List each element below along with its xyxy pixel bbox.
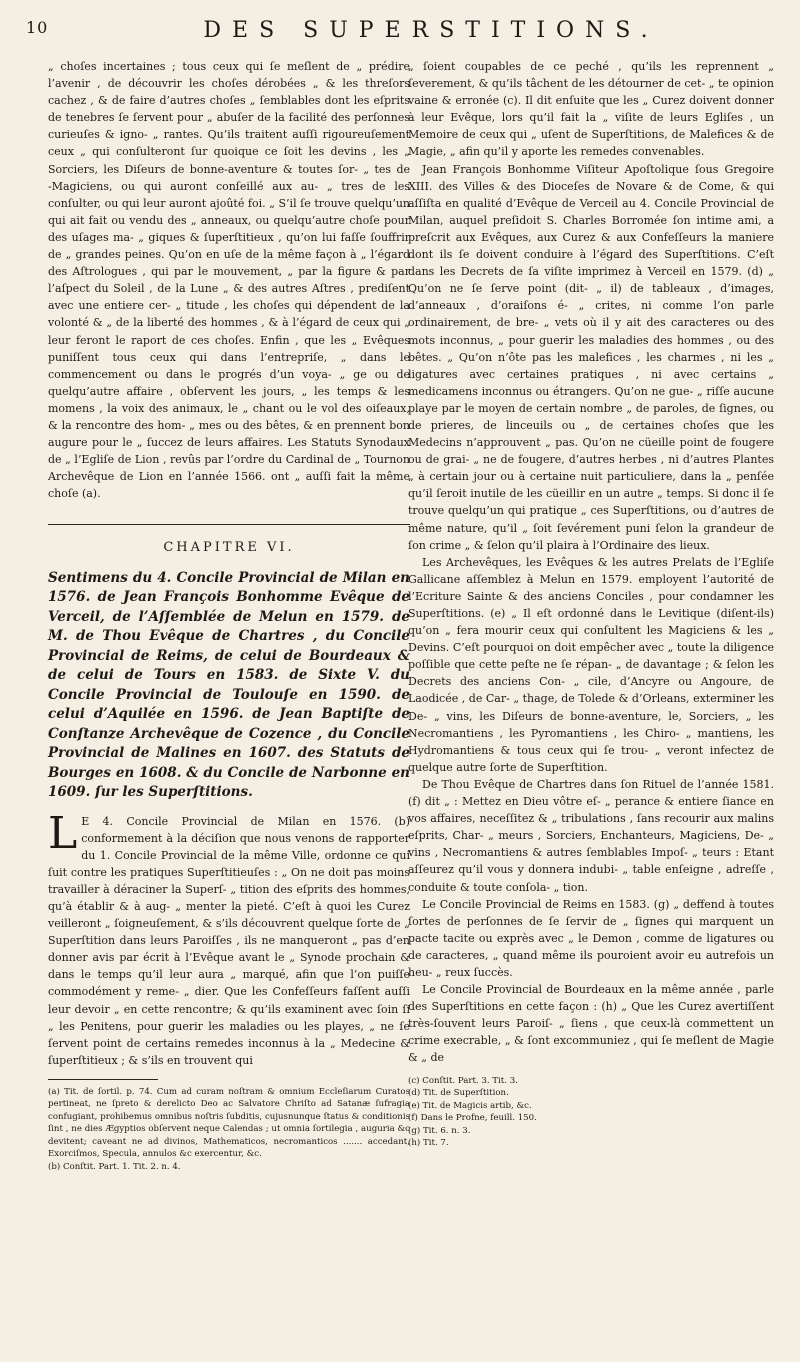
footnote-c: (c) Conſtit. Part. 3. Tit. 3. (408, 1075, 518, 1086)
chapter-body-text: E 4. Concile Provincial de Milan en 1576. (b) conformement à la déciſion que nous venons de rapporter du 1. Concile Provincial de la même Ville, ordonne ce qui ſuit contre les pratiques Superſtitieuſes : „ On ne doit pas moins travailler à déraciner la Superſ- „ tition des eſprits des hommes, qu’à établir & à aug- „ menter la pieté. C’eſt à quoi les Curez veilleront „ ſoigneuſement, & s’ils découvrent quelque ſorte de „ Superſtition dans leurs Paroiſſes , ils ne manqueront „ pas d’en donner avis par écrit à l’Evêque avant le „ Synode prochain & dans le temps qu’il leur aura „ marqué, afin que l’on puiſſe commodément y reme- „ dier. Que les Confeſſeurs faſſent auſſi leur devoir „ en cette rencontre; & qu’ils examinent avec ſoin ſi „ les Penitens, pour guerir les maladies ou les playes, „ ne ſe ſervent point de certains remedes inconnus à la „ Medecine & ſuperſtitieux ; & s’ils en trouvent qui (48, 814, 410, 1067)
drop-cap: L (48, 807, 78, 859)
footnote-g: (g) Tit. 6. n. 3. (408, 1125, 471, 1136)
footnote-h: (h) Tit. 7. (408, 1138, 449, 1149)
paragraph-1: „ ſoient coupables de ce peché , qu’ils les reprennent „ ſeverement, & qu’ils tâchent de les détourner de cet- „ te opinion vaine & erronée (c). Il dit enſuite que les „ Curez doivent donner à leur Evêque, lors qu’il fait la „ viſite de leurs Egliſes , un Memoire de ceux qui „ uſent de Superſtitions, de Malefices & de Magie, „ afin qu’il y aporte les remedes convenables. (408, 60, 774, 159)
chapter-heading: CHAPITRE VI. (48, 524, 410, 556)
paragraph-5: Le Concile Provincial de Reims en 1583. (g) „ deffend à toutes ſortes de perſonnes de ſe ſervir de „ ſignes qui marquent un pacte tacite ou exprès avec „ le Demon , comme de ligatures ou de caracteres, „ quand même ils pouroient avoir eu autrefois un heu- „ reux ſuccès. (408, 897, 774, 979)
footnote-b: (b) Conſtit. Part. 1. Tit. 2. n. 4. (48, 1161, 181, 1172)
right-column (408, 58, 774, 1150)
paragraph-2: Jean François Bonhomme Viſiteur Apoſtolique ſous Gregoire XIII. des Villes & des Dioceſes de Novare & de Come, & qui aſſiſta en qualité d’Evêque de Verceil au 4. Concile Provincial de Milan, auquel preſidoit S. Charles Borromée ſon intime ami, a preſcrit aux Evêques, aux Curez & aux Confeſſeurs la maniere dont ils ſe doivent conduire à l’égard des Superſtitions. C’eſt dans les Decrets de ſa viſite imprimez à Verceil en 1579. (d) „ Qu’on ne ſe ſerve point (dit- „ il) de tableaux , d’images, d’anneaux , d’oraiſons é- „ crites, ni comme l’on parle ordinairement, de bre- „ vets où il y ait des caracteres ou des mots inconnus, „ pour guerir les maladies des hommes , ou des bêtes. „ Qu’on n’ôte pas les malefices , les charmes , ni les „ ligatures avec certaines pratiques , ni avec certains „ medicamens inconnus ou étrangers. Qu’on ne gue- „ riſſe aucune playe par le moyen de certain nombre „ de paroles, de ſignes, ou de prieres, de linceuils ou „ de certaines choſes que les Medecins n’approuvent „ pas. Qu’on ne cüeille point de fougere ou de grai- „ ne de fougere, d’autres herbes , ni d’autres Plantes „ à certain jour ou à certaine nuit particuliere, dans la „ penſée qu’il ſeroit inutile de les cüeillir en un autre „ temps. Si donc il ſe trouve quelqu’un qui pratique „ ces Superſtitions, ou d’autres de même nature, qu’il „ ſoit ſevérement puni ſelon la grandeur de ſon crime „ & ſelon qu’il plaira à l’Ordinaire des lieux. (408, 162, 774, 552)
paragraph-4: De Thou Evêque de Chartres dans ſon Rituel de l’année 1581. (f) dit „ : Mettez en Dieu vôtre eſ- „ perance & entiere ſiance en vos affaires, neceſſitez & „ tribulations , ſans recourir aux malins eſprits, Char- „ meurs , Sorciers, Enchanteurs, Magiciens, De- „ vins , Necromantiens & autres ſemblables Impoſ- „ teurs : Etant aſſeurez qu’il vous y donnera indubi- „ table enſeigne , adreſſe , conduite & toute conſola- „ tion. (408, 777, 774, 894)
chapter-title: Sentimens du 4. Concile Provincial de Milan en 1576. de Jean François Bonhomme Evêque de Verceil, de l’Aſſemblée de Melun en 1579. de M. de Thou Evêque de Chartres , du Concile Provincial de Reims, de celui de Bourdeaux & de celui de Tours en 1583. de Sixte V. du Concile Provincial de Toulouſe en 1590. de celui d’Aquilée en 1596. de Jean Baptiſte de Conſtanze Archevêque de Cozence , du Concile Provincial de Malines en 1607. des Statuts de Bourges en 1608. & du Concile de Narbonne en 1609. ſur les Superſtitions. (48, 569, 410, 801)
chapter-body (48, 807, 410, 1069)
paragraph-6: Le Concile Provincial de Bourdeaux en la même année , parle des Superſtitions en cette façon : (h) „ Que les Curez avertiſſent très-ſouvent leurs Paroiſ- „ ſiens , que ceux-là commettent un crime execrable, „ & ſont excommuniez , qui ſe meſlent de Magie & „ de (408, 983, 774, 1065)
footnote-rule (48, 1079, 158, 1080)
left-column (48, 58, 410, 1173)
running-title: DES SUPERSTITIONS. (203, 18, 659, 43)
right-footnotes (408, 1075, 774, 1150)
page-header (26, 18, 786, 48)
footnote-f: (f) Dans le Profne, feuill. 150. (408, 1113, 537, 1124)
footnote-a: (a) Tit. de ſortil. p. 74. Cum ad curam noſtram & omnium Eccleſiarum Curatos pertineat, ne ſpreto & derelicto Deo ac Salvatore Chriſto ad Satanæ ſufragia confugiant, prohibemus omnibus noſtris ſubditis, cujusnunque ſtatus & conditionis ſint , ne dies Ægyptios obſervent neque Calendas ; ut omnia ſortilegia , auguria &c devitent; caveant ne ad divinos, Mathematicos, necromanticos ....... accedant, Exorciſmos, Specula, annulos &c exercentur, &c. (48, 1086, 410, 1160)
quoted-passage: „ choſes incertaines ; tous ceux qui ſe meſlent de „ prédire l’avenir , de découvrir les choſes dérobées „ & les threſors cachez , & de faire d’autres choſes „ ſemblables dont les eſprits de tenebres ſe ſervent pour „ abuſer de la facilité des perſonnes curieuſes & igno- „ rantes. Qu’ils traitent auſſi rigoureuſement ceux „ qui conſulteront ſur quoique ce ſoit les devins , les „ Sorciers, les Diſeurs de bonne-aventure & toutes ſor- „ tes de ‑Magiciens, ou qui auront conſeillé aux au- „ tres de les conſulter, ou qui leur auront ajoûté foi. „ S’il ſe trouve quelqu’un qui ait fait ou vendu des „ anneaux, ou quelqu’autre choſe pour des uſages ma- „ giques & ſuperſtitieux , qu’on lui faſſe ſouffrir de „ grandes peines. Qu’on en uſe de la même façon à „ l’égard des Aſtrologues , qui par le mouvement, „ par la figure & par l’aſpect du Soleil , de la Lune „ & des autres Aſtres , prediſent avec une entiere cer- „ titude , les choſes qui dépendent de la volonté & „ de la liberté des hommes , & à l’égard de ceux qui „ leur feront le raport de ces choſes. Enfin , que les „ Evêques puniſſent tous ceux qui dans l’entrepriſe, „ dans le commencement ou dans le progrés d’un voya- „ ge ou de quelqu’autre affaire , obſervent les jours, „ les temps & les momens , la voix des animaux, le „ chant ou le vol des oiſeaux, & la rencontre des hom- „ mes ou des bêtes, & en prennent bon augure pour le „ ſuccez de leurs affaires. Les Statuts Synodaux de „ l’Egliſe de Lion , revûs par l’ordre du Cardinal de „ Tournon Archevêque de Lion en l’année 1566. ont „ auſſi fait la même choſe (a). (48, 60, 410, 501)
footnote-d: (d) Tit. de Superſtition. (408, 1088, 509, 1099)
paragraph-3: Les Archevêques, les Evêques & les autres Prelats de l’Egliſe Gallicane aſſemblez à Melun en 1579. employent l’autorité de l’Ecriture Sainte & des anciens Conciles , pour condamner les Superſtitions. (e) „ Il eſt ordonné dans le Levitique (diſent-ils) qu’on „ fera mourir ceux qui conſultent les Magiciens & les „ Devins. C’eſt pourquoi on doit empêcher avec „ toute la diligence poſſible que cette peſte ne ſe répan- „ de davantage ; & ſelon les Decrets des anciens Con- „ cile, d’Ancyre ou Angoure, de Laodicée , de Car- „ thage, de Tolede & d’Orleans, exterminer les De- „ vins, les Diſeurs de bonne-aventure, le, Sorciers, „ les Necromantiens , les Pyromantiens , les Chiro- „ mantiens, les Hydromantiens & tous ceux qui ſe trou- „ veront infectez de quelque autre ſorte de Superſtition. (408, 555, 774, 774)
footnote-e: (e) Tit. de Magicis artib, &c. (408, 1100, 532, 1111)
page-number: 10 (26, 18, 49, 37)
